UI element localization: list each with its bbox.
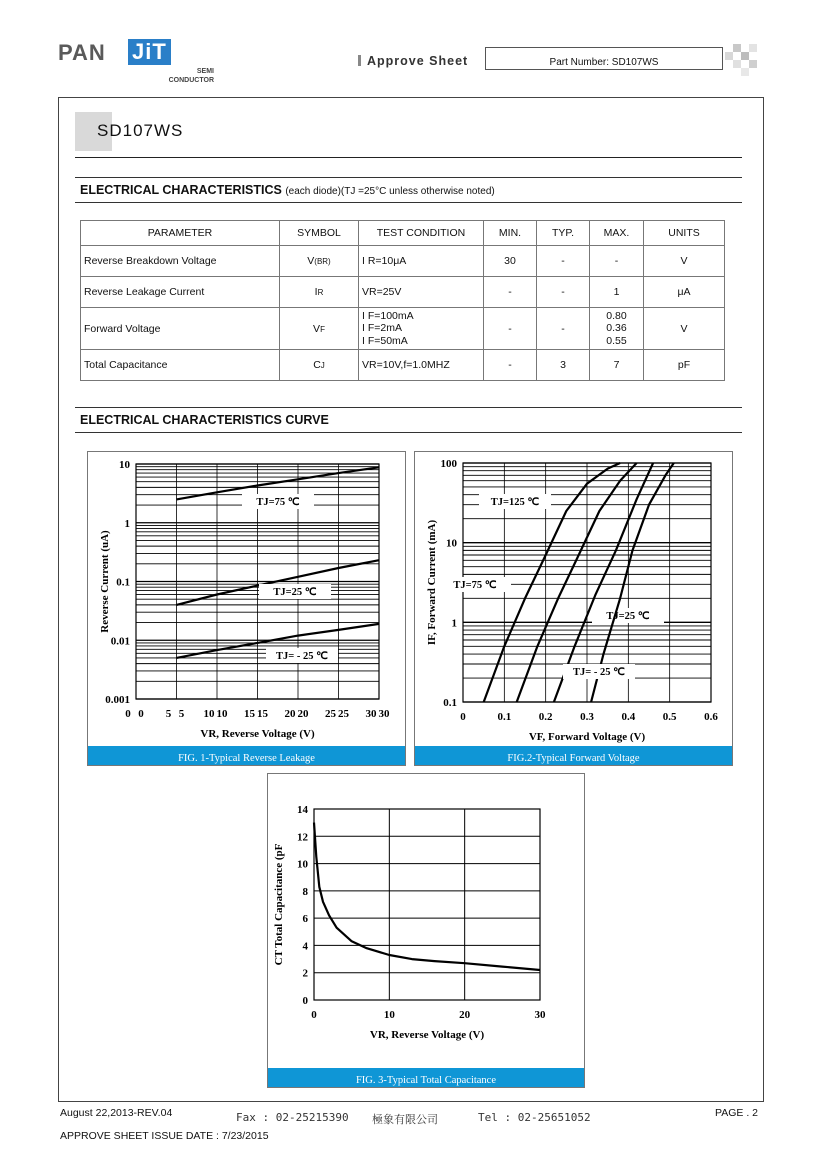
part-number-box: Part Number: SD107WS — [485, 47, 723, 70]
x-tick-label: 10 — [216, 708, 228, 720]
approve-sheet-text: Approve Sheet — [367, 54, 469, 68]
min-cell: - — [484, 308, 537, 350]
x-axis-label: VR, Reverse Voltage (V) — [200, 728, 315, 740]
typ-cell: 3 — [537, 350, 590, 381]
electrical-characteristics-table — [80, 220, 725, 381]
series-label: TJ=25 ℃ — [606, 611, 650, 622]
y-tick-label: 6 — [302, 913, 308, 926]
y-tick-label: 100 — [440, 458, 457, 470]
table-row — [81, 246, 725, 277]
page-title: SD107WS — [97, 121, 184, 140]
header-cell: TEST CONDITION — [359, 221, 484, 246]
footer-company: 極象有限公司 — [372, 1113, 438, 1126]
condition-cell — [359, 308, 484, 350]
x-tick-label: 30 — [365, 708, 377, 720]
forward-voltage-chart — [415, 452, 732, 746]
x-axis-label: VR, Reverse Voltage (V) — [369, 1029, 485, 1041]
footer-tel: Tel : 02-25651052 — [478, 1111, 591, 1124]
x-tick-label: 10 — [203, 708, 215, 720]
param-cell: Total Capacitance — [81, 350, 280, 381]
y-tick-label: 12 — [297, 831, 308, 844]
header-cell: MIN. — [484, 221, 537, 246]
series-label: TJ=125 ℃ — [490, 497, 540, 508]
x-tick-label: 30 — [534, 1009, 546, 1021]
condition-cell: VR=25V — [359, 277, 484, 308]
footer-page: PAGE . 2 — [715, 1107, 758, 1119]
series-line — [314, 823, 540, 970]
x-tick-label: 15 — [257, 708, 268, 720]
max-cell — [590, 308, 644, 350]
x-tick-label: 0.4 — [621, 711, 636, 723]
figure-3-caption: FIG. 3-Typical Total Capacitance — [268, 1068, 584, 1087]
condition-line: I F=100mA — [362, 309, 414, 322]
x-tick-label: 20 — [284, 708, 296, 720]
figure-2 — [414, 451, 733, 766]
x-tick-label: 0 — [311, 1009, 317, 1021]
y-tick-label: 0 — [302, 995, 308, 1007]
series-label: TJ= - 25 ℃ — [276, 651, 328, 662]
series-label: TJ=25 ℃ — [273, 587, 317, 598]
x-tick-label: 0.6 — [704, 711, 718, 723]
y-tick-label: 4 — [302, 940, 308, 953]
x-tick-label: 20 — [297, 708, 309, 720]
x-tick-label: 5 — [165, 708, 172, 720]
table-row — [81, 277, 725, 308]
header-cell: TYP. — [537, 221, 590, 246]
param-cell: Forward Voltage — [81, 308, 280, 350]
footer-fax: Fax : 02-25215390 — [236, 1111, 349, 1124]
ec-heading — [80, 183, 495, 197]
min-cell: 30 — [484, 246, 537, 277]
x-tick-label: 0 — [138, 708, 144, 720]
x-tick-label: 5 — [178, 708, 185, 720]
x-tick-label: 25 — [325, 708, 336, 720]
param-cell: Reverse Leakage Current — [81, 277, 280, 308]
header-cell: UNITS — [644, 221, 725, 246]
x-tick-label: 0.1 — [497, 711, 512, 723]
table-header-row — [81, 221, 725, 246]
symbol-cell — [280, 277, 359, 308]
y-tick-label: 10 — [446, 537, 457, 550]
series-label: TJ=75 ℃ — [256, 497, 300, 508]
logo-pan-text: PAN — [58, 40, 106, 65]
y-tick-label: 8 — [302, 885, 308, 898]
approve-sheet-label — [358, 54, 468, 68]
symbol-cell — [280, 350, 359, 381]
condition-line: I F=50mA — [362, 334, 408, 347]
unit-cell: V — [644, 308, 725, 350]
typ-cell: - — [537, 277, 590, 308]
x-axis-label: VF, Forward Voltage (V) — [528, 731, 646, 743]
x-tick-label: 0.3 — [580, 711, 594, 723]
symbol-cell — [280, 308, 359, 350]
series-label: TJ= - 25 ℃ — [573, 667, 625, 678]
min-cell: - — [484, 350, 537, 381]
min-cell: - — [484, 277, 537, 308]
symbol-sub: R — [317, 288, 324, 297]
capacitance-chart — [268, 774, 584, 1068]
symbol-cell — [280, 246, 359, 277]
max-line: 0.36 — [606, 322, 627, 335]
max-line: 0.80 — [606, 309, 627, 322]
y-tick-label: 14 — [297, 804, 308, 816]
x-tick-label: 10 — [383, 1009, 395, 1021]
y-tick-label: 0.01 — [110, 635, 130, 648]
logo-semiconductor-text — [154, 67, 214, 85]
checker-decoration — [725, 40, 761, 76]
curve-heading: ELECTRICAL CHARACTERISTICS CURVE — [80, 413, 329, 427]
max-cell: 7 — [590, 350, 644, 381]
unit-cell: V — [644, 246, 725, 277]
logo-conductor: CONDUCTOR — [168, 77, 214, 84]
header-cell: SYMBOL — [280, 221, 359, 246]
x-tick-label: 30 — [378, 708, 390, 720]
symbol-main: I — [314, 286, 318, 298]
footer-issue-date: APPROVE SHEET ISSUE DATE : 7/23/2015 — [60, 1130, 269, 1142]
footer-date-rev: August 22,2013-REV.04 — [60, 1107, 173, 1119]
y-tick-label: 0.001 — [105, 694, 130, 706]
x-tick-label: 0.2 — [538, 711, 553, 723]
logo-jit-text: JiT — [128, 39, 171, 65]
header-cell: PARAMETER — [81, 221, 280, 246]
symbol-main: V — [313, 322, 321, 335]
figure-1 — [87, 451, 406, 766]
condition-cell: I R=10μA — [359, 246, 484, 277]
max-line: 0.55 — [606, 334, 627, 347]
plot-border — [314, 809, 540, 1000]
y-tick-label: 1 — [124, 517, 130, 530]
max-cell: - — [590, 246, 644, 277]
header-cell: MAX. — [590, 221, 644, 246]
y-axis-label: Reverse Current (uA) — [99, 530, 111, 633]
unit-cell: μA — [644, 277, 725, 308]
x-tick-label: 0.5 — [662, 711, 677, 723]
symbol-main: C — [313, 359, 321, 371]
figure-1-caption: FIG. 1-Typical Reverse Leakage — [88, 746, 405, 765]
y-tick-label: 0.1 — [443, 697, 457, 709]
max-cell: 1 — [590, 277, 644, 308]
x-tick-label: 20 — [459, 1009, 471, 1021]
x-tick-label: 25 — [338, 708, 349, 720]
table-row — [81, 308, 725, 350]
y-axis-label: IF, Forward Current (mA) — [426, 519, 438, 646]
y-tick-label: 0.1 — [116, 576, 130, 589]
reverse-leakage-chart — [88, 452, 405, 746]
y-tick-label: 10 — [119, 459, 130, 471]
typ-cell: - — [537, 308, 590, 350]
figure-2-caption: FIG.2-Typical Forward Voltage — [415, 746, 732, 765]
symbol-main: V — [307, 255, 315, 267]
symbol-sub: J — [320, 361, 325, 370]
typ-cell: - — [537, 246, 590, 277]
symbol-sub: F — [320, 324, 325, 334]
figure-3 — [267, 773, 585, 1088]
x-tick-label: 0 — [460, 711, 466, 723]
ec-heading-note: (each diode)(TJ =25°C unless otherwise noted) — [285, 186, 495, 197]
unit-cell: pF — [644, 350, 725, 381]
y-tick-label: 2 — [302, 967, 308, 980]
table-row — [81, 350, 725, 381]
series-label: TJ=75 ℃ — [453, 580, 497, 591]
condition-line: I F=2mA — [362, 322, 402, 335]
param-cell: Reverse Breakdown Voltage — [81, 246, 280, 277]
y-tick-label: 10 — [297, 858, 308, 871]
condition-cell: VR=10V,f=1.0MHZ — [359, 350, 484, 381]
logo-semi: SEMI — [196, 68, 214, 75]
y-axis-label: CT Total Capacitance (pF — [273, 843, 285, 966]
x-tick-label: 15 — [244, 708, 255, 720]
symbol-sub: (BR) — [314, 257, 331, 266]
ec-heading-text: ELECTRICAL CHARACTERISTICS — [80, 183, 282, 197]
y-tick-label: 1 — [451, 617, 457, 630]
x-tick-label: 0 — [125, 708, 131, 720]
